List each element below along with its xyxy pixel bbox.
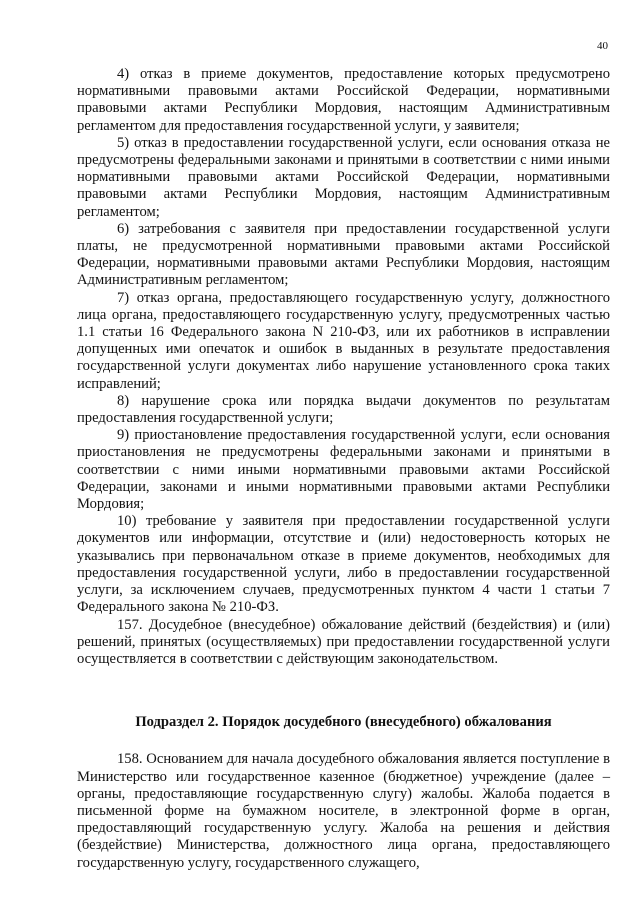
paragraph-clause-158: 158. Основанием для начала досудебного обжалования является поступление в Министерство или государственное казенное (бюджетное) учреждение (далее – органы, предоставляющие государственную слугу) жалобы. Жалоба подается в письменной форме на бумажном носителе, в электронной форме в орган, предоставляющий государственную услугу. Жалоба на решения и действия (бездействие) Министерства, должностного лица органа, предоставляющего государственную услугу, государственного служащего, [77, 751, 610, 871]
paragraph-item-6: 6) затребования с заявителя при предоставлении государственной услуги платы, не предусмотренной нормативными правовыми актами Российской Федерации, нормативными правовыми актами Республики Мордовия, настоящим Административным регламентом; [77, 220, 610, 289]
section-heading: Подраздел 2. Порядок досудебного (внесудебного) обжалования [135, 714, 552, 731]
paragraph-item-5: 5) отказ в предоставлении государственной услуги, если основания отказа не предусмотрены федеральными законами и принятыми в соответствии с ними иными нормативными правовыми актами Российской Федерации, нормативными правовыми актами Республики Мордовия, настоящим Административным регламентом; [77, 134, 610, 220]
paragraph-item-9: 9) приостановление предоставления государственной услуги, если основания приостановления не предусмотрены федеральными законами и принятыми в соответствии с ними иными нормативными правовыми актами Российской Федерации, законами и иными нормативными правовыми актами Республики Мордовия; [77, 427, 610, 513]
paragraph-item-8: 8) нарушение срока или порядка выдачи документов по результатам предоставления государственной услуги; [77, 392, 610, 427]
paragraph-item-7: 7) отказ органа, предоставляющего государственную услугу, должностного лица органа, предоставляющего государственную услугу, предусмотренных частью 1.1 статьи 16 Федерального закона N 210-ФЗ, или их работников в исправлении допущенных ими опечаток и ошибок в выданных в результате предоставления государственной услуги документах либо нарушение установленного срока таких исправлений; [77, 289, 610, 392]
paragraph-clause-157: 157. Досудебное (внесудебное) обжалование действий (бездействия) и (или) решений, принятых (осуществляемых) при предоставлении государственной услуги осуществляется в соответствии с действующим законодательством. [77, 616, 610, 667]
document-body [77, 66, 610, 872]
page-number: 40 [597, 40, 608, 52]
paragraph-item-10: 10) требование у заявителя при предоставлении государственной услуги документов или информации, отсутствие и (или) недостоверность которых не указывались при первоначальном отказе в приеме документов, необходимых для предоставления государственной услуги, либо в предоставлении государственной услуги, за исключением случаев, предусмотренных пунктом 4 части 1 статьи 7 Федерального закона № 210-ФЗ. [77, 513, 610, 616]
paragraph-item-4: 4) отказ в приеме документов, предоставление которых предусмотрено нормативными правовыми актами Российской Федерации, нормативными правовыми актами Республики Мордовия, настоящим Административным регламентом для предоставления государственной услуги, у заявителя; [77, 66, 610, 134]
